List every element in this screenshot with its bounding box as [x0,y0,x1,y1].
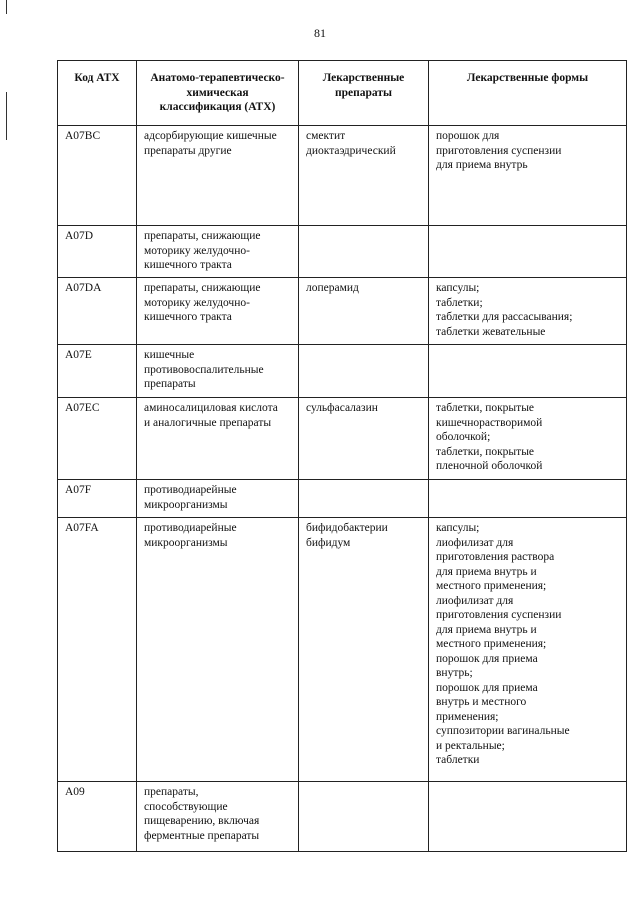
header-dosage-forms: Лекарственные формы [429,61,627,126]
cell-classification: аминосалициловая кислота и аналогичные препараты [137,398,299,480]
cell-forms [429,480,627,518]
cell-drugs [299,782,429,852]
cell-code: A07EC [58,398,137,480]
cell-code: A07DA [58,278,137,345]
cell-forms [429,226,627,278]
atx-table [57,60,627,852]
cell-drugs: лоперамид [299,278,429,345]
cell-classification: препараты, способствующие пищеварению, включая ферментные препараты [137,782,299,852]
cell-classification: препараты, снижающие моторику желудочно- кишечного тракта [137,278,299,345]
cell-forms [429,782,627,852]
cell-classification: противодиарейные микроорганизмы [137,480,299,518]
cell-drugs: бифидобактерии бифидум [299,518,429,782]
cell-classification: адсорбирующие кишечные препараты другие [137,126,299,226]
page-number: 81 [314,26,326,40]
cell-code: A07D [58,226,137,278]
table-row [58,398,627,480]
cell-code: A07BC [58,126,137,226]
edge-mark-side [6,92,7,140]
cell-classification: противодиарейные микроорганизмы [137,518,299,782]
table-row [58,345,627,398]
cell-forms: таблетки, покрытые кишечнорастворимой оболочкой; таблетки, покрытые пленочной оболочкой [429,398,627,480]
cell-drugs: сульфасалазин [299,398,429,480]
table-row [58,126,627,226]
table-row [58,226,627,278]
cell-forms [429,345,627,398]
table-row [58,480,627,518]
header-atx-classification: Анатомо-терапевтическо- химическая классификация (АТХ) [137,61,299,126]
table-row [58,782,627,852]
header-atx-code: Код АТХ [58,61,137,126]
header-drugs: Лекарственные препараты [299,61,429,126]
cell-classification: препараты, снижающие моторику желудочно- кишечного тракта [137,226,299,278]
cell-drugs: смектит диоктаэдрический [299,126,429,226]
table-row [58,518,627,782]
cell-code: A07F [58,480,137,518]
cell-code: A09 [58,782,137,852]
cell-drugs [299,345,429,398]
table-header-row [58,61,627,126]
cell-forms: капсулы; лиофилизат для приготовления раствора для приема внутрь и местного применения; лиофилизат для приготовления суспензии для приема внутрь и местного применения; порошок для приема внутрь; порошок для приема внутрь и местного применения; суппозитории вагинальные и ректальные; таблетки [429,518,627,782]
edge-mark-top [6,0,7,14]
cell-forms: капсулы; таблетки; таблетки для рассасывания; таблетки жевательные [429,278,627,345]
cell-drugs [299,480,429,518]
cell-forms: порошок для приготовления суспензии для приема внутрь [429,126,627,226]
table-row [58,278,627,345]
cell-code: A07E [58,345,137,398]
cell-code: A07FA [58,518,137,782]
cell-classification: кишечные противовоспалительные препараты [137,345,299,398]
cell-drugs [299,226,429,278]
